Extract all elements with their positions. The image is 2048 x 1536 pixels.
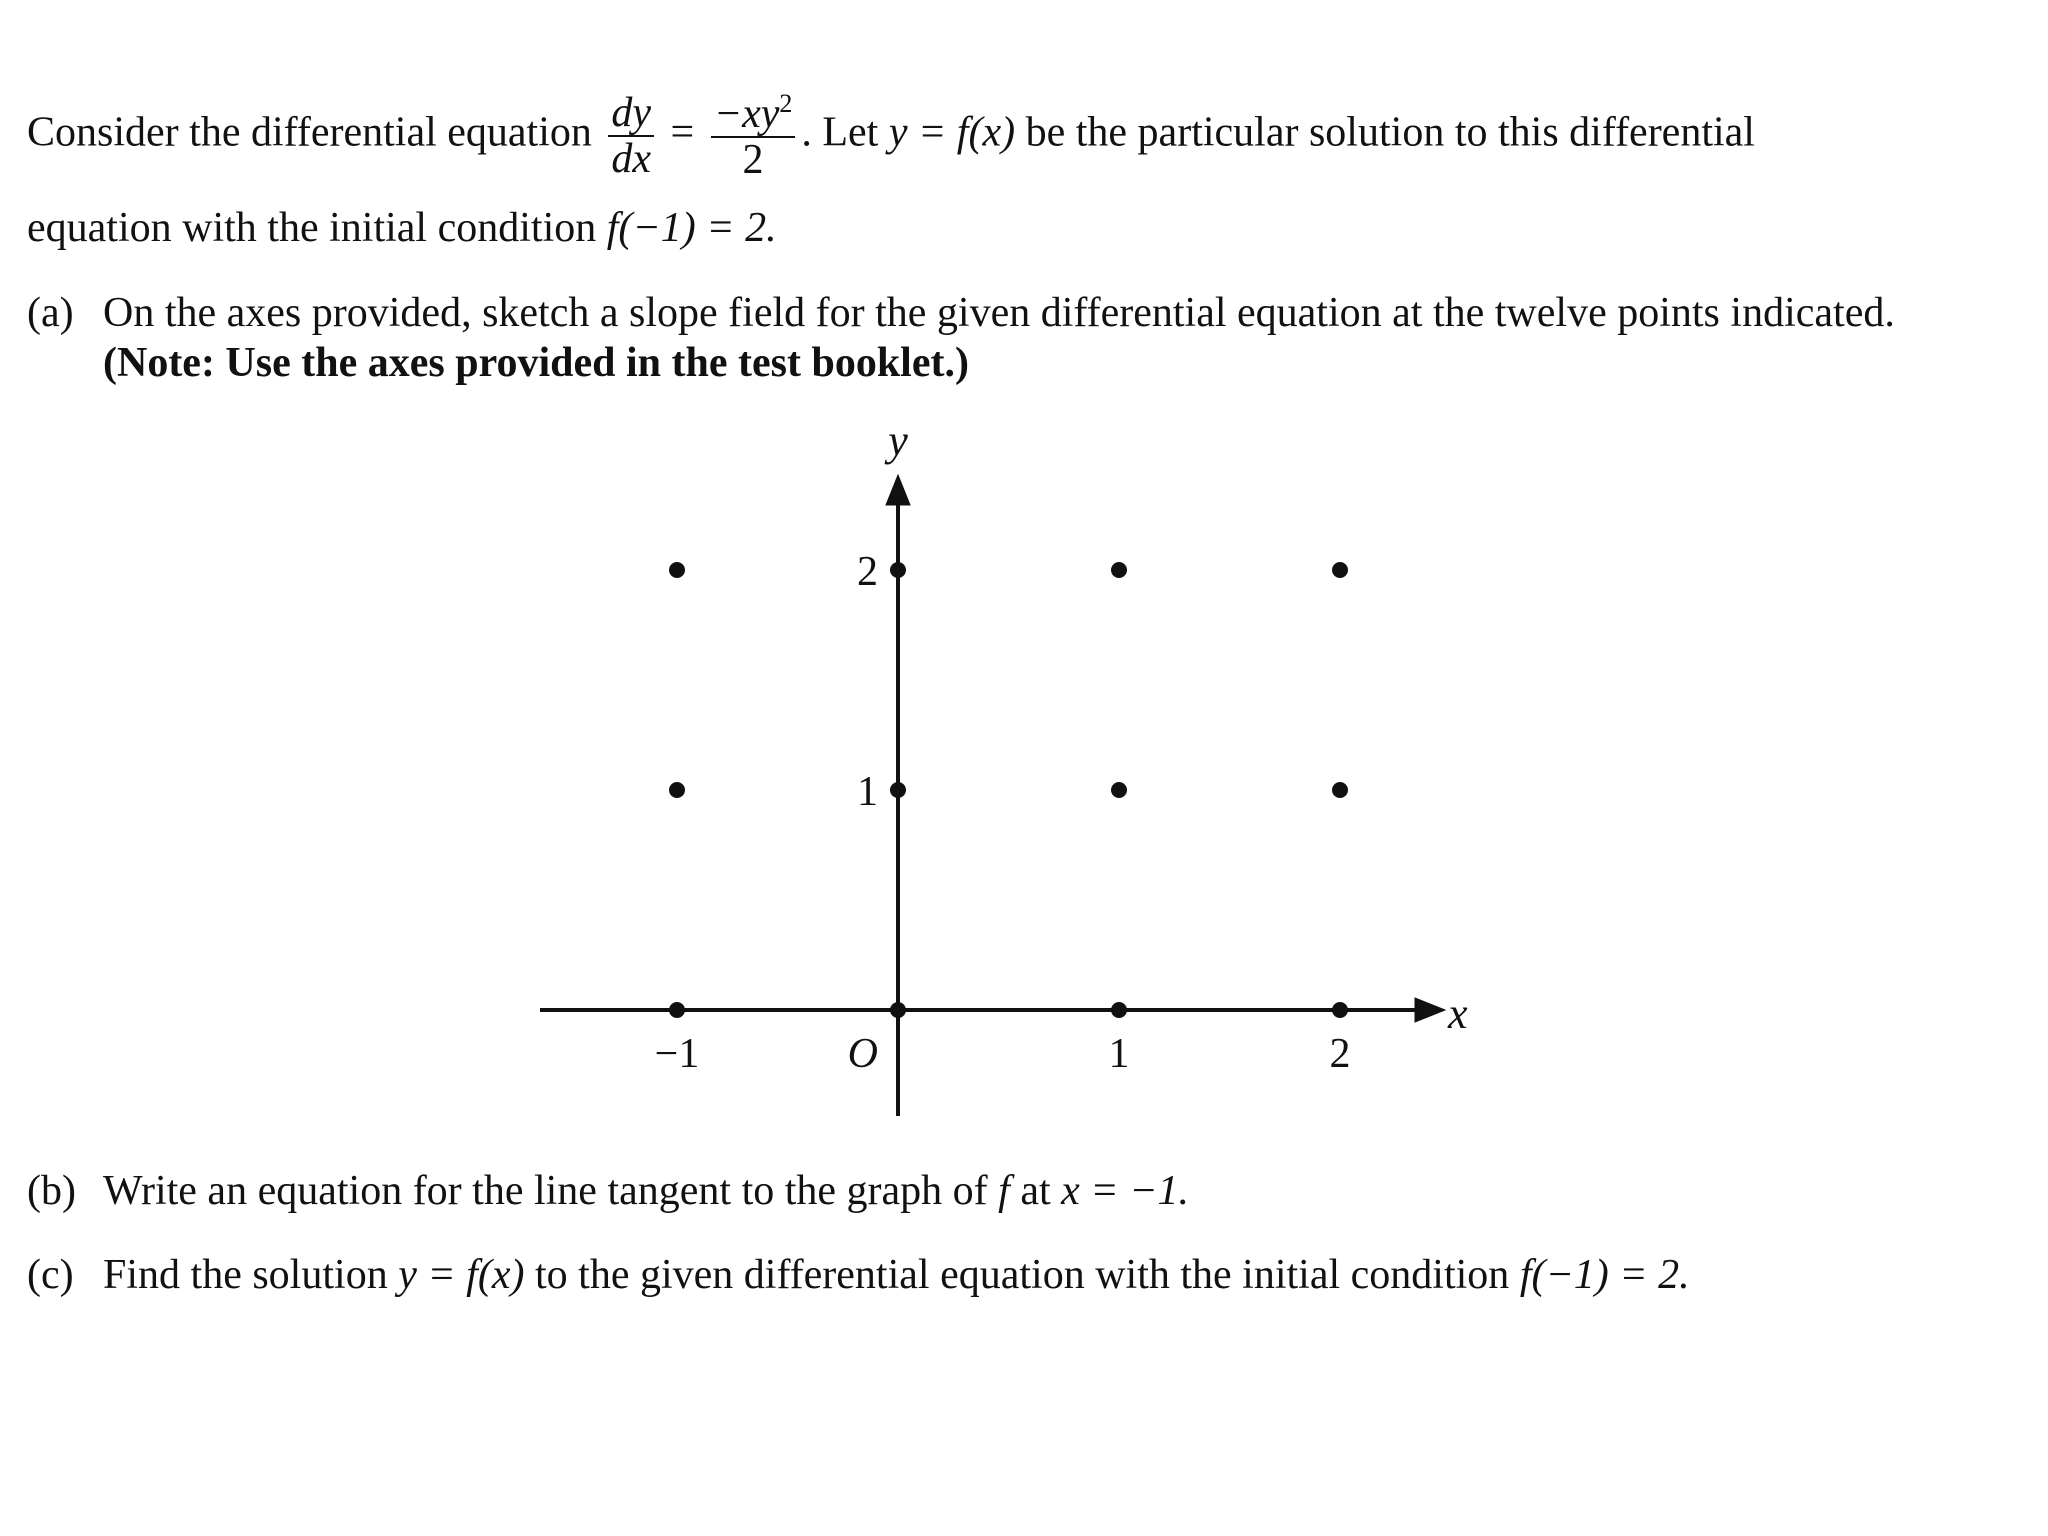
equals-sign: = — [670, 109, 695, 156]
part-a-note: (Note: Use the axes provided in the test booklet.) — [103, 340, 969, 386]
intro-text-1: Consider the differential equation — [27, 109, 592, 156]
x-tick-label: 1 — [1108, 1031, 1130, 1077]
intro-text-4: equation with the initial condition — [27, 205, 597, 251]
grid-point — [1332, 782, 1348, 798]
part-b-label: (b) — [27, 1168, 76, 1214]
x-tick-label: −1 — [654, 1031, 700, 1077]
grid-point — [1332, 562, 1348, 578]
grid-point — [890, 782, 906, 798]
part-b-line — [27, 1168, 1189, 1214]
part-b-f: f — [998, 1168, 1010, 1214]
part-c-text-2: to the given differential equation with the initial condition — [534, 1252, 1510, 1298]
y-tick-label: 1 — [857, 769, 878, 815]
intro-yfx: y = f(x) — [888, 109, 1016, 156]
part-a-label: (a) — [27, 290, 74, 336]
intro-text-3: be the particular solution to this differential — [1025, 109, 1755, 156]
grid-point — [1111, 782, 1127, 798]
initial-condition: f(−1) = 2. — [606, 205, 777, 251]
part-c-text-1: Find the solution — [103, 1252, 388, 1298]
y-axis-label: y — [888, 416, 908, 465]
grid-point — [890, 562, 906, 578]
part-a-text: On the axes provided, sketch a slope field for the given differential equation at the twelve points indicated. — [103, 290, 1895, 336]
fraction-denominator: dx — [611, 136, 652, 183]
grid-point — [669, 782, 685, 798]
rhs-numerator-base: −xy — [713, 91, 780, 137]
grid-point — [1111, 562, 1127, 578]
x-tick-label: 2 — [1329, 1031, 1351, 1077]
grid-point — [890, 1002, 906, 1018]
origin-label: O — [847, 1031, 878, 1077]
part-b-text-2: at — [1020, 1168, 1051, 1214]
grid-point — [669, 562, 685, 578]
intro-text-2: . Let — [801, 109, 879, 156]
part-c-line — [27, 1252, 1690, 1298]
grid-point — [669, 1002, 685, 1018]
part-c-label: (c) — [27, 1252, 74, 1298]
x-axis-label: x — [1448, 989, 1468, 1038]
fraction-numerator: dy — [608, 91, 654, 137]
rhs-numerator-exponent: 2 — [779, 89, 793, 118]
part-b-text-1: Write an equation for the line tangent to the graph of — [103, 1168, 988, 1214]
rhs-denominator: 2 — [742, 137, 764, 184]
grid-point — [1111, 1002, 1127, 1018]
y-tick-label: 2 — [857, 549, 878, 595]
part-c-initial-condition: f(−1) = 2. — [1519, 1252, 1690, 1298]
grid-point — [1332, 1002, 1348, 1018]
part-c-yfx: y = f(x) — [398, 1252, 525, 1298]
part-b-condition: x = −1. — [1061, 1168, 1189, 1214]
